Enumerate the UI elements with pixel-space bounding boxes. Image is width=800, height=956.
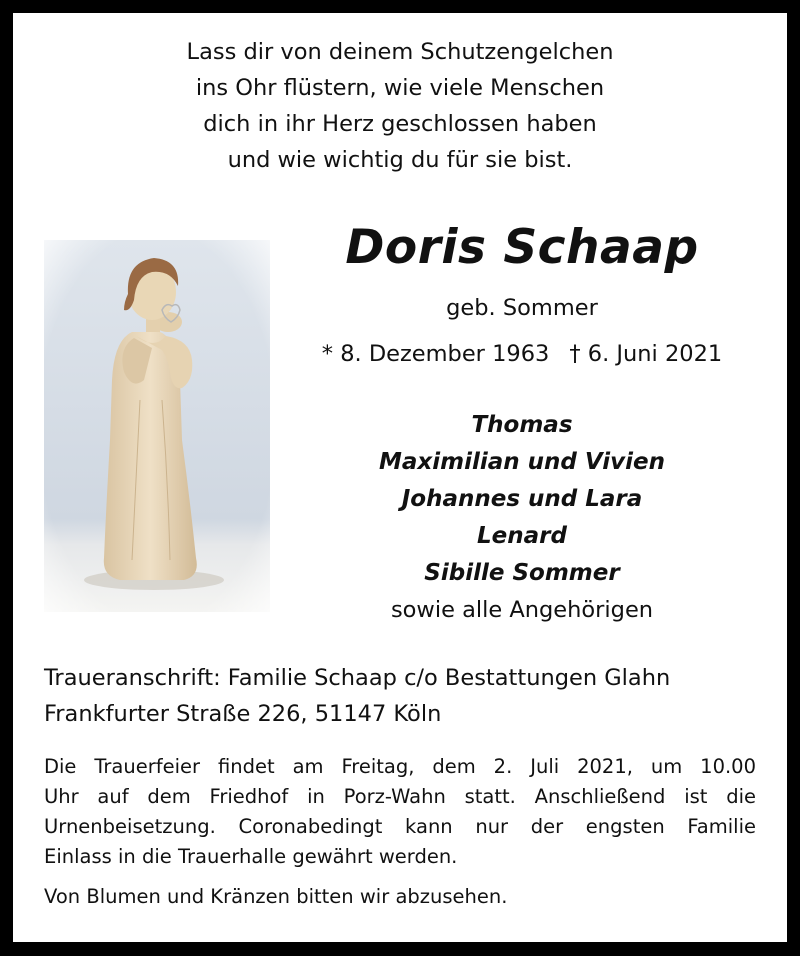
deceased-name: Doris Schaap [345,220,699,275]
mourner-name: Sibille Sommer [424,560,620,586]
mourning-address [44,660,756,732]
poem [0,34,800,178]
poem-line: Lass dir von deinem Schutzengelchen [186,39,614,65]
life-dates [288,337,756,371]
address-line: Traueranschrift: Familie Schaap c/o Bestattungen Glahn [44,665,671,691]
mourner-name: Lenard [477,523,567,549]
mourner-name: Thomas [471,412,573,438]
info-line: Die Trauerfeier findet am Freitag, dem 2. Juli 2021, um 10.00 [44,755,756,778]
relatives-line: sowie alle Angehörigen [390,597,654,623]
poem-line: dich in ihr Herz geschlossen haben [203,111,597,137]
birth-date: * 8. Dezember 1963 [321,341,550,367]
funeral-information [44,752,756,872]
mourner-name: Johannes und Lara [401,486,643,512]
flowers-note: Von Blumen und Kränzen bitten wir abzusehen. [44,885,508,908]
mourners-list [288,407,756,592]
info-line: Uhr auf dem Friedhof in Porz-Wahn statt. Anschließend ist die [44,785,756,808]
mourner-name: Maximilian und Vivien [379,449,665,475]
poem-line: ins Ohr flüstern, wie viele Menschen [195,75,605,101]
maiden-name: geb. Sommer [446,295,598,321]
angel-figurine-illustration [44,240,270,612]
death-date: † 6. Juni 2021 [569,341,723,367]
poem-line: und wie wichtig du für sie bist. [227,147,573,173]
angel-figurine-image [44,240,270,612]
address-line: Frankfurter Straße 226, 51147 Köln [44,701,442,727]
info-line: Einlass in die Trauerhalle gewährt werden. [44,845,458,868]
info-line: Urnenbeisetzung. Coronabedingt kann nur der engsten Familie [44,815,756,838]
